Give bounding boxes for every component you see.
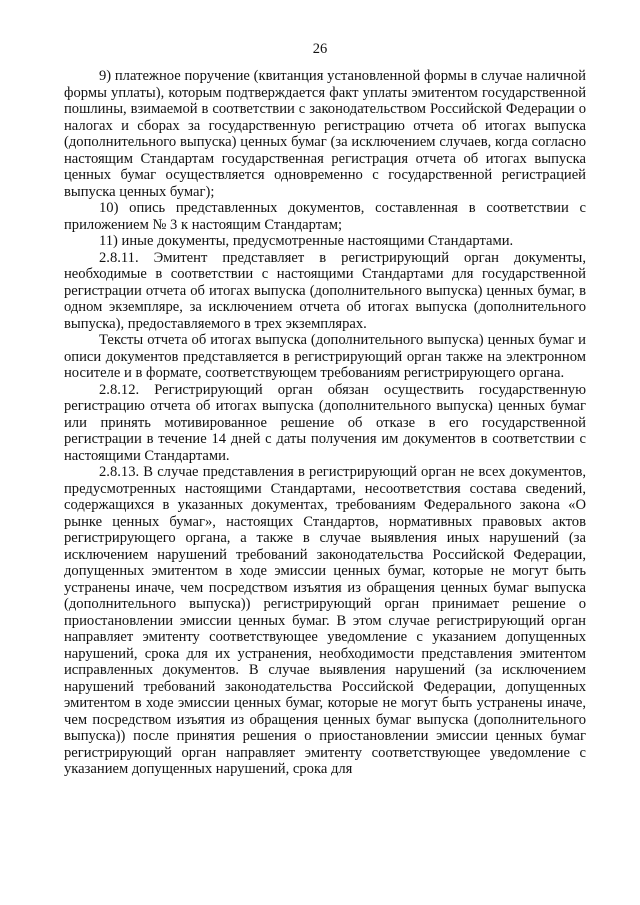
paragraph-item-11: 11) иные документы, предусмотренные настоящими Стандартами.	[99, 233, 514, 249]
paragraph-2-8-13: 2.8.13. В случае представления в регистрирующий орган не всех документов, предусмотренных настоящими Стандартами, несоответствия состава сведений, содержащихся в указанных документах, требованиям Федерального закона «О рынке ценных бумаг», настоящих Стандартов, нормативных правовых актов регистрирующего органа, а также в случае выявления иных нарушений (за исключением нарушений требований законодательства Российской Федерации, допущенных эмитентом в ходе эмиссии ценных бумаг, которые не могут быть устранены иначе, чем посредством изъятия из обращения ценных бумаг выпуска (дополнительного выпуска)) регистрирующий орган принимает решение о приостановлении эмиссии ценных бумаг. В этом случае регистрирующий орган направляет эмитенту соответствующее уведомление с указанием допущенных нарушений, срока для их устранения, необходимости представления эмитентом исправленных документов. В случае выявления нарушений (за исключением нарушений требований законодательства Российской Федерации, допущенных эмитентом в ходе эмиссии ценных бумаг, которые не могут быть устранены иначе, чем посредством изъятия из обращения ценных бумаг выпуска (дополнительного выпуска)) после принятия решения о приостановлении эмиссии ценных бумаг регистрирующий орган направляет эмитенту соответствующее уведомление с указанием допущенных нарушений, срока для	[64, 464, 586, 777]
paragraph-report-texts: Тексты отчета об итогах выпуска (дополнительного выпуска) ценных бумаг и описи документов представляется в регистрирующий орган также на электронном носителе и в формате, соответствующем требованиям регистрирующего органа.	[64, 332, 586, 381]
paragraph-item-10: 10) опись представленных документов, составленная в соответствии с приложением № 3 к настоящим Стандартам;	[64, 200, 586, 233]
page-number: 26	[312, 41, 328, 57]
paragraph-2-8-12: 2.8.12. Регистрирующий орган обязан осуществить государственную регистрацию отчета об итогах выпуска (дополнительного выпуска) ценных бумаг или принять мотивированное решение об отказе в его государственной регистрации в течение 14 дней с даты получения им документов в соответствии с настоящими Стандартами.	[64, 381, 586, 464]
document-body	[64, 68, 586, 778]
paragraph-2-8-11: 2.8.11. Эмитент представляет в регистрирующий орган документы, необходимые в соответствии с настоящими Стандартами для государственной регистрации отчета об итогах выпуска (дополнительного выпуска) ценных бумаг, в одном экземпляре, за исключением отчета об итогах выпуска (дополнительного выпуска), предоставляемого в трех экземплярах.	[64, 249, 586, 332]
paragraph-item-9: 9) платежное поручение (квитанция установленной формы в случае наличной формы уплаты), которым подтверждается факт уплаты эмитентом государственной пошлины, взимаемой в соответствии с законодательством Российской Федерации о налогах и сборах за государственную регистрацию отчета об итогах выпуска (дополнительного выпуска) ценных бумаг (за исключением случаев, когда согласно настоящим Стандартам государственная регистрация отчета об итогах выпуска ценных бумаг осуществляется одновременно с государственной регистрацией выпуска ценных бумаг);	[64, 68, 586, 200]
